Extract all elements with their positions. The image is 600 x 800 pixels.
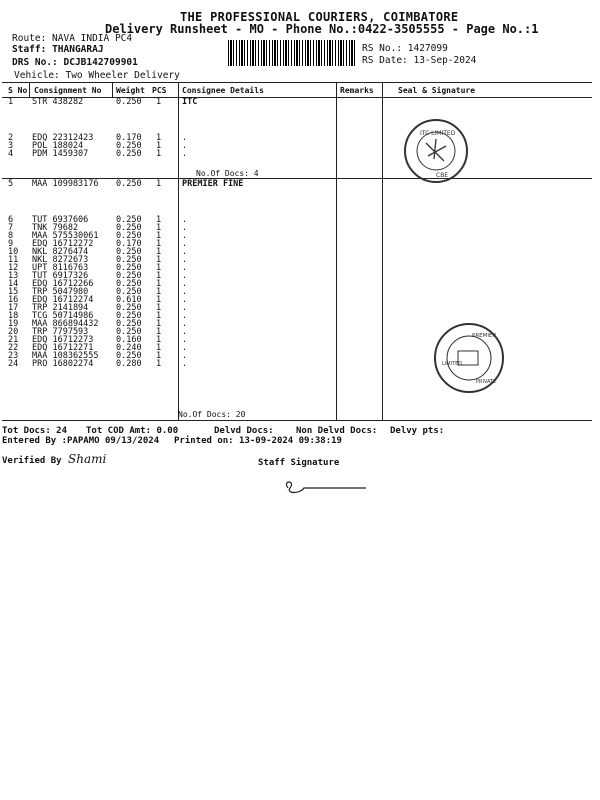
row-sno: 23 bbox=[8, 351, 19, 361]
row-pcs: 1 bbox=[156, 359, 162, 369]
divider bbox=[112, 83, 113, 97]
row-pcs: 1 bbox=[156, 335, 162, 345]
staff-name: THANGARAJ bbox=[52, 44, 104, 55]
row-consignee: . bbox=[182, 351, 188, 361]
row-consignment: EDQ 16712266 bbox=[32, 279, 94, 289]
row-weight: 0.250 bbox=[116, 319, 142, 329]
group2-docs: No.Of Docs: 20 bbox=[178, 410, 246, 419]
svg-text:CBE: CBE bbox=[436, 172, 449, 179]
row-weight: 0.250 bbox=[116, 263, 142, 273]
col-weight: Weight bbox=[116, 86, 145, 95]
row-sno: 17 bbox=[8, 303, 19, 313]
row-pcs: 1 bbox=[156, 343, 162, 353]
row-weight: 0.250 bbox=[116, 303, 142, 313]
row-weight: 0.250 bbox=[116, 223, 142, 233]
row-consignee: . bbox=[182, 231, 188, 241]
row-sno: 15 bbox=[8, 287, 19, 297]
row-sno: 6 bbox=[8, 215, 14, 225]
row-pcs: 1 bbox=[156, 215, 162, 225]
row-consignee: . bbox=[182, 239, 188, 249]
row-consignee: . bbox=[182, 255, 188, 265]
row-consignee: . bbox=[182, 223, 188, 233]
row-pcs: 1 bbox=[156, 327, 162, 337]
row-consignee: . bbox=[182, 295, 188, 305]
row-consignee: . bbox=[182, 327, 188, 337]
row-consignment: TRP 2141894 bbox=[32, 303, 89, 313]
staff-signature-icon bbox=[278, 476, 368, 498]
row-pcs: 1 bbox=[156, 263, 162, 273]
row-sno: 14 bbox=[8, 279, 19, 289]
row-sno: 11 bbox=[8, 255, 19, 265]
non-delvd-docs: Non Delvd Docs: bbox=[296, 426, 378, 436]
row-pcs: 1 bbox=[156, 279, 162, 289]
premier-seal-stamp bbox=[434, 323, 504, 393]
row-consignment: EDQ 22312423 bbox=[32, 133, 94, 143]
col-consignee: Consignee Details bbox=[182, 86, 264, 95]
row-sno: 4 bbox=[8, 149, 14, 159]
row-consignee: . bbox=[182, 359, 188, 369]
row-consignment: TUT 6937606 bbox=[32, 215, 89, 225]
row-pcs: 1 bbox=[156, 149, 162, 159]
row-sno: 20 bbox=[8, 327, 19, 337]
rs-date: RS Date: 13-Sep-2024 bbox=[362, 55, 477, 66]
row-sno: 18 bbox=[8, 311, 19, 321]
row-weight: 0.250 bbox=[116, 215, 142, 225]
row-sno: 21 bbox=[8, 335, 19, 345]
row-sno: 8 bbox=[8, 231, 14, 241]
tot-cod-amt: Tot COD Amt: 0.00 bbox=[86, 426, 179, 436]
row-pcs: 1 bbox=[156, 239, 162, 249]
row-weight: 0.250 bbox=[116, 141, 142, 151]
row-consignment: PDM 1459307 bbox=[32, 149, 89, 159]
row-weight: 0.170 bbox=[116, 239, 142, 249]
row-sno: 7 bbox=[8, 223, 14, 233]
row-consignment: PRO 16802274 bbox=[32, 359, 94, 369]
row-consignment: POL 188024 bbox=[32, 141, 84, 151]
table-bottom-line bbox=[2, 420, 592, 421]
row-sno: 22 bbox=[8, 343, 19, 353]
row-weight: 0.280 bbox=[116, 359, 142, 369]
col-seal: Seal & Signature bbox=[398, 86, 476, 95]
row-pcs: 1 bbox=[156, 231, 162, 241]
col-consignment: Consignment No bbox=[34, 86, 102, 95]
vehicle: Vehicle: Two Wheeler Delivery bbox=[14, 70, 180, 81]
row-sno: 13 bbox=[8, 271, 19, 281]
row-consignment: MAA 575530061 bbox=[32, 231, 99, 241]
table-row bbox=[2, 149, 592, 159]
svg-text:LIMITED: LIMITED bbox=[442, 361, 463, 367]
row-consignment: MAA 866894432 bbox=[32, 319, 99, 329]
row-sno: 1 bbox=[8, 97, 14, 107]
row-pcs: 1 bbox=[156, 97, 162, 107]
staff-signature-label: Staff Signature bbox=[258, 458, 340, 468]
itc-seal-icon bbox=[406, 121, 466, 181]
row-pcs: 1 bbox=[156, 141, 162, 151]
row-pcs: 1 bbox=[156, 319, 162, 329]
staff-label: Staff: bbox=[12, 44, 47, 55]
row-pcs: 1 bbox=[156, 223, 162, 233]
row-pcs: 1 bbox=[156, 303, 162, 313]
row-weight: 0.250 bbox=[116, 97, 142, 107]
row-consignment: TUT 6917326 bbox=[32, 271, 89, 281]
itc-seal-stamp bbox=[404, 119, 468, 183]
row-weight: 0.250 bbox=[116, 149, 142, 159]
row-consignment: TRP 7797593 bbox=[32, 327, 89, 337]
row-consignee: . bbox=[182, 287, 188, 297]
row-consignee: . bbox=[182, 319, 188, 329]
row-consignee: . bbox=[182, 133, 188, 143]
row-consignment: NKL 8272673 bbox=[32, 255, 89, 265]
tot-docs: Tot Docs: 24 bbox=[2, 426, 68, 436]
company-name: THE PROFESSIONAL COURIERS, COIMBATORE bbox=[180, 10, 459, 24]
row-consignment: MAA 108362555 bbox=[32, 351, 99, 361]
row-consignee: . bbox=[182, 247, 188, 257]
row-consignee: . bbox=[182, 263, 188, 273]
drs-label: DRS No.: bbox=[12, 57, 58, 68]
staff-row bbox=[12, 44, 104, 55]
row-weight: 0.250 bbox=[116, 231, 142, 241]
delvd-docs: Delvd Docs: bbox=[214, 426, 274, 436]
col-remarks: Remarks bbox=[340, 86, 374, 95]
delvy-pts: Delvy pts: bbox=[390, 426, 445, 436]
table-row bbox=[2, 97, 592, 107]
row-sno: 16 bbox=[8, 295, 19, 305]
row-consignee: . bbox=[182, 303, 188, 313]
row-pcs: 1 bbox=[156, 271, 162, 281]
row-consignment: EDQ 16712272 bbox=[32, 239, 94, 249]
row-weight: 0.250 bbox=[116, 179, 142, 189]
route: Route: NAVA INDIA PC4 bbox=[12, 33, 133, 44]
row-pcs: 1 bbox=[156, 311, 162, 321]
row-consignment: TCG 50714986 bbox=[32, 311, 94, 321]
row-consignee: PREMIER FINE bbox=[182, 179, 244, 189]
table-header bbox=[2, 83, 592, 98]
row-sno: 10 bbox=[8, 247, 19, 257]
svg-text:ITC LIMITED: ITC LIMITED bbox=[420, 130, 456, 137]
svg-text:PRIVATE: PRIVATE bbox=[476, 379, 497, 385]
rs-no: RS No.: 1427099 bbox=[362, 43, 448, 54]
row-weight: 0.240 bbox=[116, 343, 142, 353]
group1-docs: No.Of Docs: 4 bbox=[196, 169, 259, 178]
row-consignee: . bbox=[182, 279, 188, 289]
row-consignee: . bbox=[182, 141, 188, 151]
row-consignment: TNK 79682 bbox=[32, 223, 79, 233]
row-sno: 3 bbox=[8, 141, 14, 151]
row-consignment: STR 438282 bbox=[32, 97, 84, 107]
row-consignment: EDQ 16712274 bbox=[32, 295, 94, 305]
row-weight: 0.250 bbox=[116, 279, 142, 289]
row-consignee: . bbox=[182, 271, 188, 281]
row-sno: 2 bbox=[8, 133, 14, 143]
row-consignee: . bbox=[182, 343, 188, 353]
col-pcs: PCS bbox=[152, 86, 167, 95]
row-consignment: EDQ 16712271 bbox=[32, 343, 94, 353]
row-weight: 0.250 bbox=[116, 287, 142, 297]
row-pcs: 1 bbox=[156, 351, 162, 361]
row-weight: 0.610 bbox=[116, 295, 142, 305]
row-sno: 19 bbox=[8, 319, 19, 329]
row-weight: 0.250 bbox=[116, 255, 142, 265]
verified-by: Verified By bbox=[2, 456, 62, 466]
runsheet-title: Delivery Runsheet - MO - Phone No.:0422-3505555 - Page No.:1 bbox=[105, 22, 539, 36]
row-pcs: 1 bbox=[156, 295, 162, 305]
row-weight: 0.250 bbox=[116, 327, 142, 337]
row-consignee: . bbox=[182, 311, 188, 321]
row-sno: 5 bbox=[8, 179, 14, 189]
row-sno: 9 bbox=[8, 239, 14, 249]
row-consignee: . bbox=[182, 149, 188, 159]
premier-seal-icon bbox=[436, 325, 502, 391]
row-pcs: 1 bbox=[156, 179, 162, 189]
runsheet-table bbox=[2, 82, 592, 421]
row-consignment: NKL 8276474 bbox=[32, 247, 89, 257]
table-row bbox=[2, 179, 592, 189]
divider bbox=[29, 83, 30, 97]
row-pcs: 1 bbox=[156, 133, 162, 143]
printed-on: Printed on: 13-09-2024 09:38:19 bbox=[174, 436, 342, 446]
row-consignee: ITC bbox=[182, 97, 198, 107]
row-consignment: EDQ 16712273 bbox=[32, 335, 94, 345]
col-sno: S No bbox=[8, 86, 28, 95]
row-weight: 0.160 bbox=[116, 335, 142, 345]
row-weight: 0.170 bbox=[116, 133, 142, 143]
drs-row bbox=[12, 57, 138, 68]
row-consignment: UPT 8116763 bbox=[32, 263, 89, 273]
entered-by: Entered By :PAPAMO 09/13/2024 bbox=[2, 436, 160, 446]
row-weight: 0.250 bbox=[116, 247, 142, 257]
verified-signature: Shami bbox=[68, 452, 107, 466]
row-sno: 24 bbox=[8, 359, 19, 369]
row-pcs: 1 bbox=[156, 255, 162, 265]
row-pcs: 1 bbox=[156, 247, 162, 257]
row-weight: 0.250 bbox=[116, 351, 142, 361]
row-pcs: 1 bbox=[156, 287, 162, 297]
row-consignee: . bbox=[182, 215, 188, 225]
svg-text:PREMIER: PREMIER bbox=[472, 333, 497, 339]
row-consignment: MAA 109983176 bbox=[32, 179, 99, 189]
row-consignee: . bbox=[182, 335, 188, 345]
row-weight: 0.250 bbox=[116, 271, 142, 281]
row-consignment: TRP 5047980 bbox=[32, 287, 89, 297]
row-weight: 0.250 bbox=[116, 311, 142, 321]
drs-number: DCJB142709901 bbox=[63, 57, 138, 68]
row-sno: 12 bbox=[8, 263, 19, 273]
barcode bbox=[228, 40, 356, 66]
